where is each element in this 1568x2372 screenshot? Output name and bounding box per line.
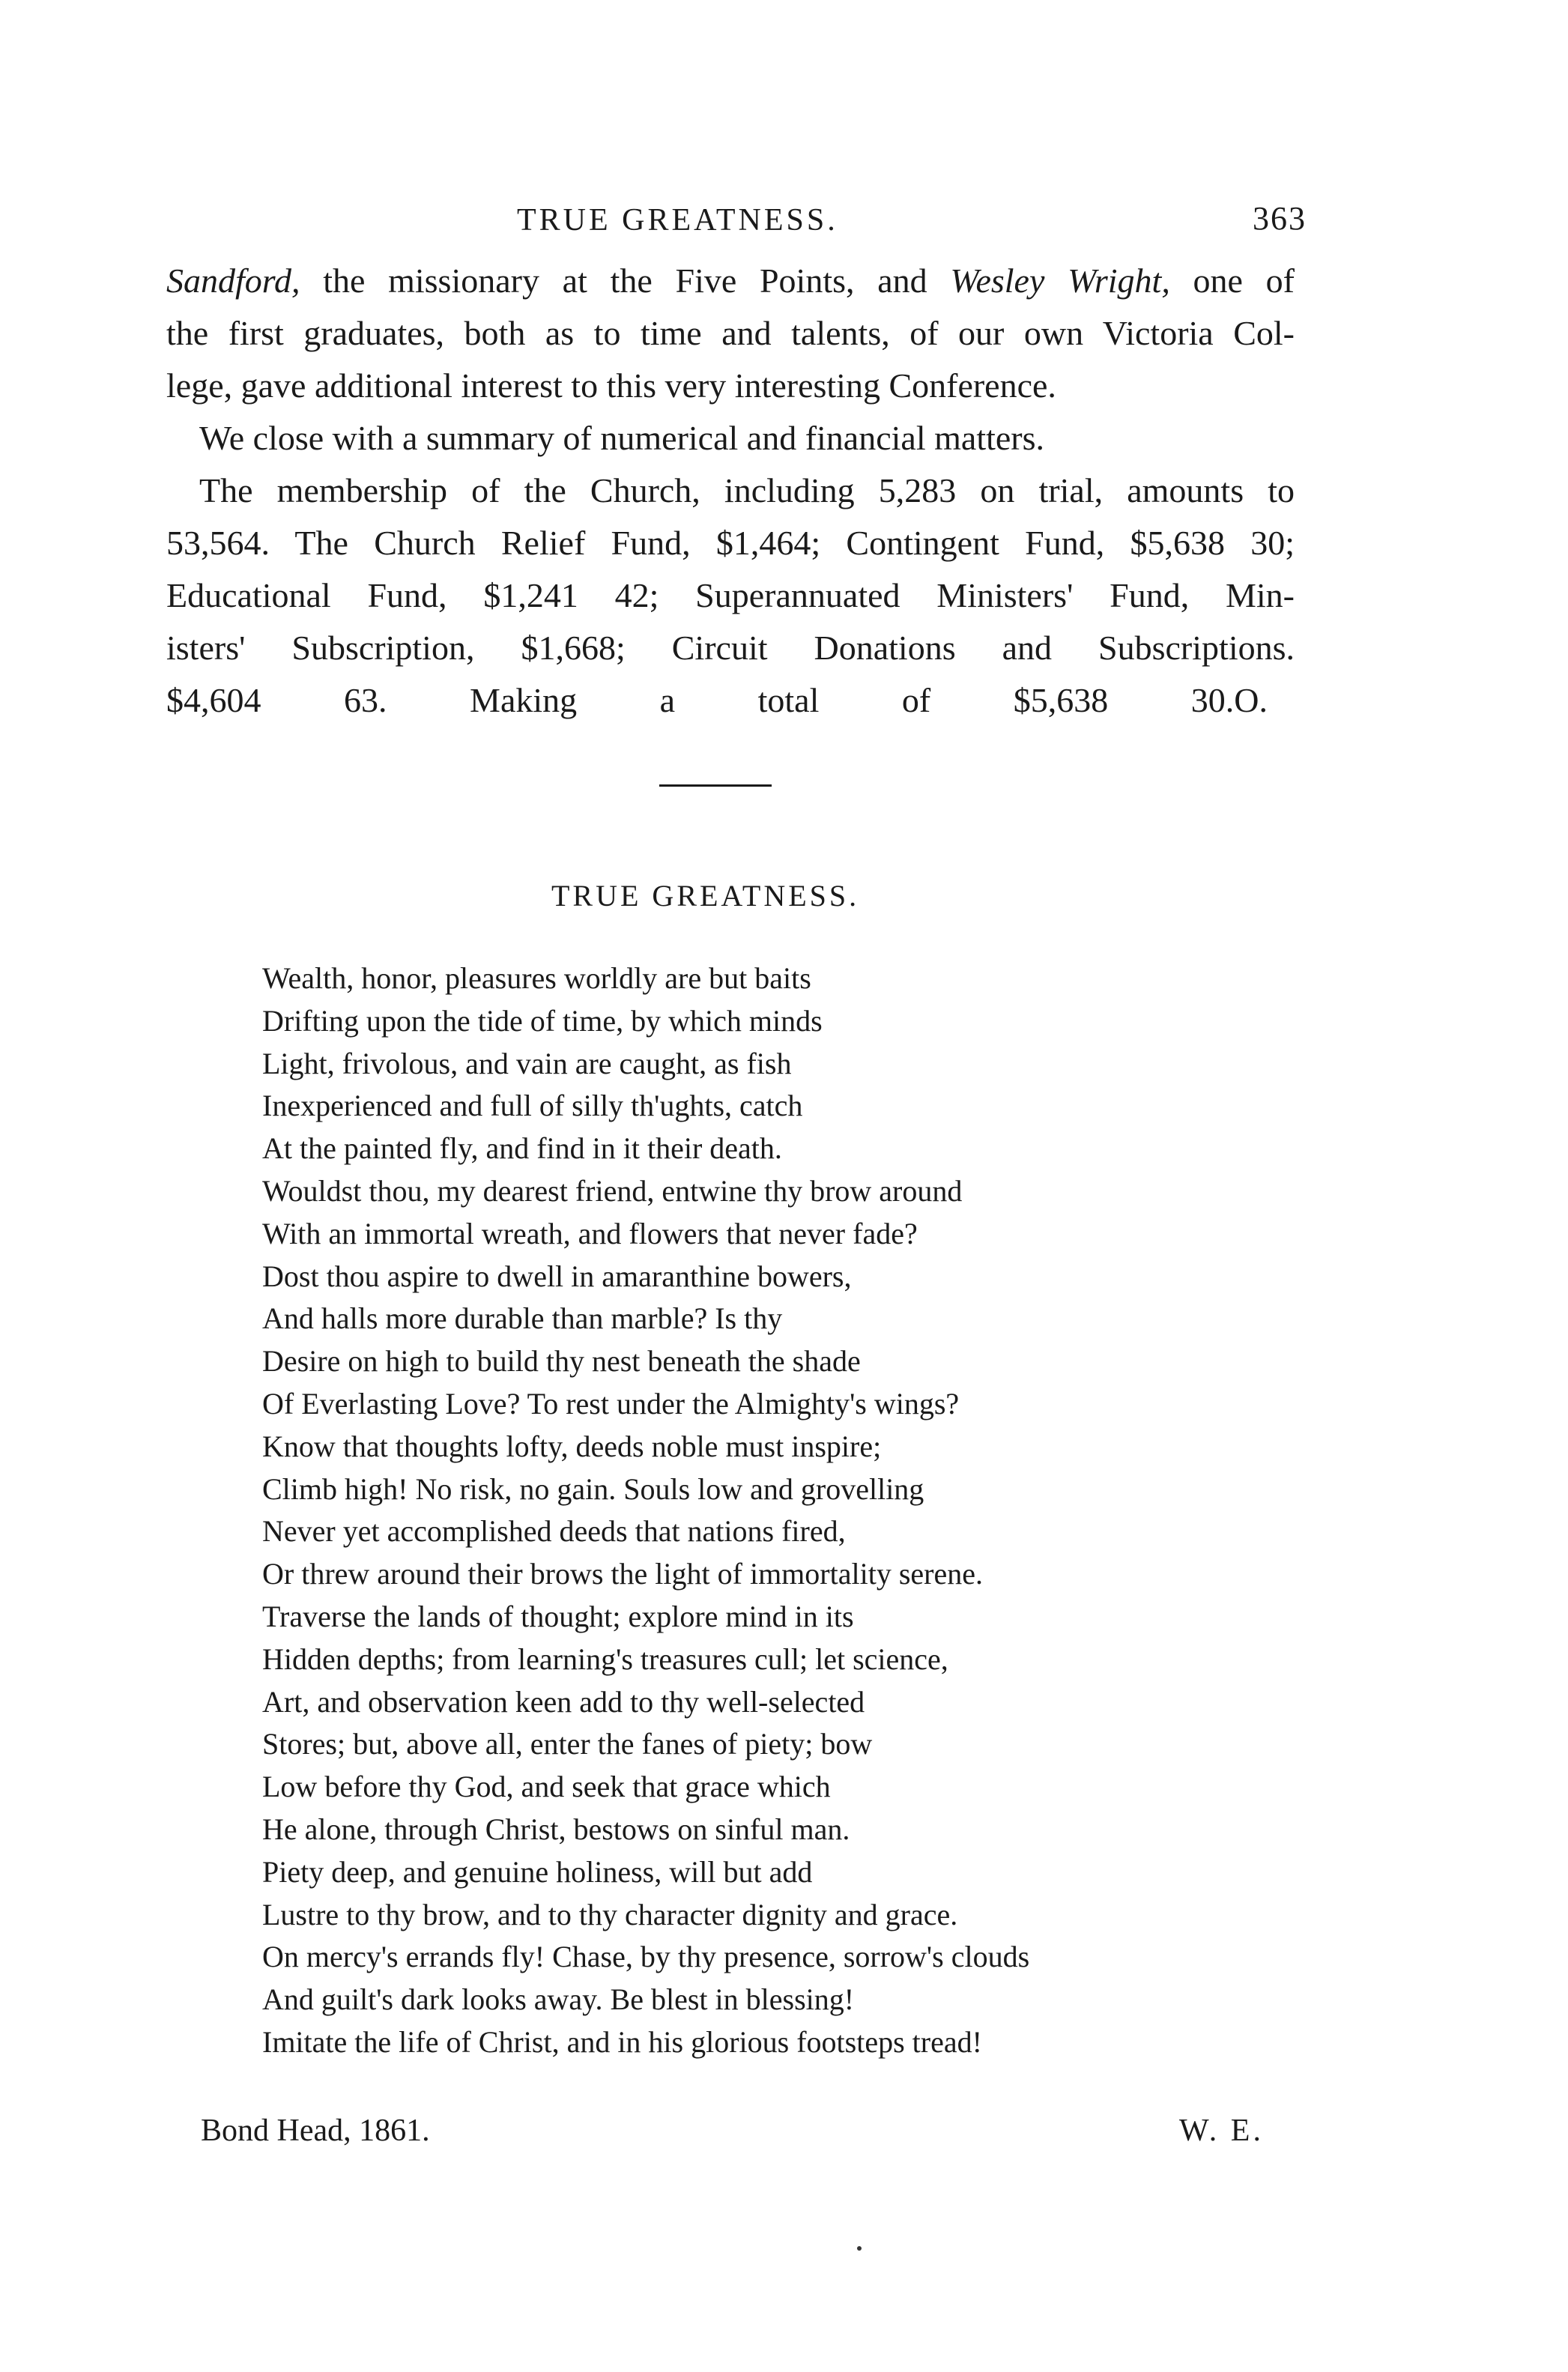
poem-line: Stores; but, above all, enter the fanes of piety; bow: [262, 1727, 873, 1761]
stray-mark: [857, 2246, 862, 2251]
poem-line: And halls more durable than marble? Is thy: [262, 1301, 783, 1336]
poem-line: Wealth, honor, pleasures worldly are but baits: [262, 961, 811, 995]
prose-text: one of: [1169, 261, 1295, 300]
prose-line: [166, 517, 1295, 569]
prose-text: We close with a summary of numerical and financial matters.: [199, 419, 1045, 457]
poem-line: Inexperienced and full of silly th'ughts, catch: [262, 1089, 803, 1123]
poem-line: On mercy's errands fly! Chase, by thy presence, sorrow's clouds: [262, 1940, 1030, 1974]
poem-place-date: Bond Head, 1861.: [201, 2114, 430, 2148]
poem-line: Know that thoughts lofty, deeds noble must inspire;: [262, 1429, 882, 1463]
article-paragraphs: [166, 255, 1295, 727]
prose-text: isters' Subscription, $1,668; Circuit Donations and Subscriptions.: [166, 629, 1295, 667]
poem-line: At the painted fly, and find in it their death.: [262, 1131, 782, 1166]
poem-body: [262, 957, 1029, 2064]
poem-line: Traverse the lands of thought; explore mind in its: [262, 1599, 854, 1633]
prose-line: [166, 465, 1295, 517]
prose-text: lege, gave additional interest to this very interesting Conference.: [166, 366, 1056, 405]
poem-line: Or threw around their brows the light of immortality serene.: [262, 1557, 983, 1591]
poem-line: Low before thy God, and seek that grace which: [262, 1770, 831, 1804]
poem-line: Hidden depths; from learning's treasures cull; let science,: [262, 1642, 948, 1676]
prose-line: [166, 674, 1295, 727]
poem-line: Climb high! No risk, no gain. Souls low and grovelling: [262, 1471, 924, 1506]
poem-line: Light, frivolous, and vain are caught, as fish: [262, 1046, 792, 1080]
poem-line: Dost thou aspire to dwell in amaranthine bowers,: [262, 1259, 852, 1293]
prose-line: [166, 622, 1295, 674]
poem-line: Piety deep, and genuine holiness, will but add: [262, 1854, 813, 1889]
poem-line: Wouldst thou, my dearest friend, entwine thy brow around: [262, 1173, 963, 1208]
poem-line: Art, and observation keen add to thy well-selected: [262, 1684, 865, 1719]
poem-line: Imitate the life of Christ, and in his glorious footsteps tread!: [262, 2024, 982, 2059]
prose-text: the missionary at the Five Points, and: [300, 261, 951, 300]
prose-text: Wesley Wright,: [950, 261, 1170, 300]
poem-line: He alone, through Christ, bestows on sinful man.: [262, 1812, 850, 1846]
poem-line: Never yet accomplished deeds that nations fired,: [262, 1514, 846, 1549]
prose-text: Educational Fund, $1,241 42; Superannuated Ministers' Fund, Min-: [166, 576, 1295, 614]
prose-text: Sandford,: [166, 261, 300, 300]
prose-line: [166, 307, 1295, 360]
poem-signature: W. E.: [1179, 2114, 1264, 2148]
poem-line: Desire on high to build thy nest beneath the shade: [262, 1344, 861, 1379]
prose-text: 53,564. The Church Relief Fund, $1,464; Contingent Fund, $5,638 30;: [166, 524, 1295, 562]
page-number: 363: [1253, 200, 1307, 237]
poem-line: Lustre to thy brow, and to thy character dignity and grace.: [262, 1897, 958, 1931]
poem-line: And guilt's dark looks away. Be blest in blessing!: [262, 1982, 855, 2017]
prose-line: [166, 360, 1295, 412]
article-signature: O.: [1234, 681, 1268, 719]
poem-line: Drifting upon the tide of time, by which minds: [262, 1003, 823, 1038]
poem-line: With an immortal wreath, and flowers that never fade?: [262, 1216, 918, 1250]
poem-title: TRUE GREATNESS.: [551, 879, 860, 913]
prose-line: [166, 412, 1295, 465]
prose-text: The membership of the Church, including 5,283 on trial, amounts to: [199, 471, 1295, 509]
section-divider: [659, 784, 772, 787]
prose-line: [166, 255, 1295, 307]
prose-line: [166, 569, 1295, 622]
prose-text: the first graduates, both as to time and talents, of our own Victoria Col-: [166, 314, 1295, 352]
running-header: TRUE GREATNESS.: [517, 203, 838, 237]
poem-line: Of Everlasting Love? To rest under the Almighty's wings?: [262, 1386, 960, 1421]
prose-text: $4,604 63. Making a total of $5,638 30.: [166, 681, 1235, 719]
